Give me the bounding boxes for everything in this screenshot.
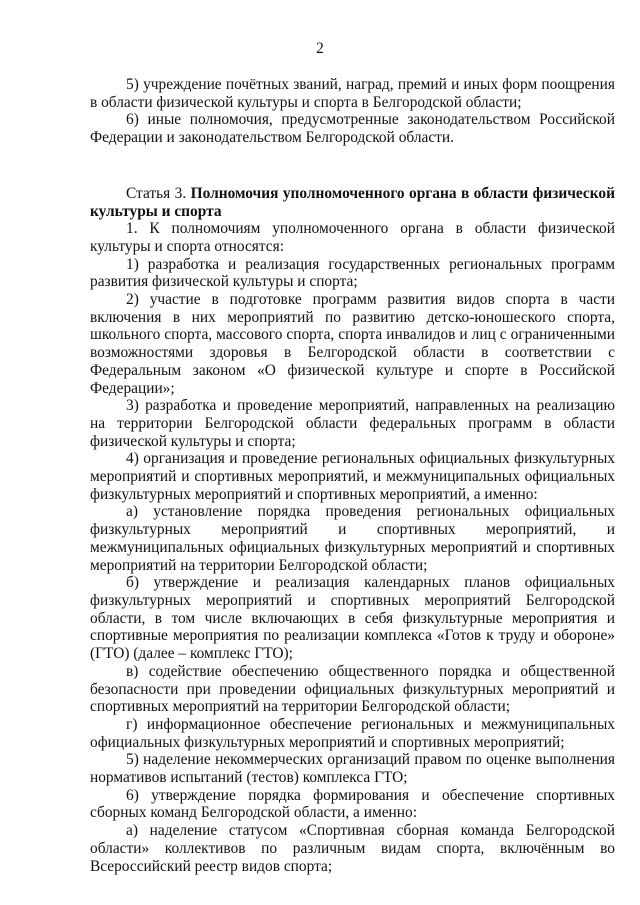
paragraph-item-2: 2) участие в подготовке программ развития видов спорта в части включения в них мероприятий по развитию детско-юношеского спорта, школьного спорта, массового спорта, спорта инвалидов и лиц с ограниченными возможностями здоровья в Белгородской области в соответствии с Федеральным законом «О физической культуре и спорте в Российской Федерации»;	[90, 291, 615, 397]
spacer	[90, 166, 615, 185]
spacer	[90, 147, 615, 166]
article-prefix: Статья 3.	[126, 184, 187, 202]
article-title: Полномочия уполномоченного органа в области физической культуры и спорта	[90, 184, 615, 220]
page-number: 2	[316, 40, 324, 57]
paragraph-sub-a: а) установление порядка проведения региональных официальных физкультурных мероприятий и спортивных мероприятий, и межмуниципальных официальных физкультурных мероприятий и спортивных мероприятий на территории Белгородской области;	[90, 503, 615, 574]
paragraph-sub-a2: а) наделение статусом «Спортивная сборная команда Белгородской области» коллективов по различным видам спорта, включённым во Всероссийский реестр видов спорта;	[90, 822, 615, 875]
paragraph-item-4: 4) организация и проведение региональных официальных физкультурных мероприятий и спортивных мероприятий, и межмуниципальных официальных физкультурных мероприятий и спортивных мероприятий, а именно:	[90, 450, 615, 503]
paragraph-sub-b: б) утверждение и реализация календарных планов официальных физкультурных мероприятий и спортивных мероприятий Белгородской области, в том числе включающих в себя физкультурные мероприятия и спортивные мероприятия по реализации комплекса «Готов к труду и обороне» (ГТО) (далее – комплекс ГТО);	[90, 574, 615, 663]
document-body	[90, 76, 615, 875]
article-heading	[90, 185, 615, 220]
paragraph-sub-g: г) информационное обеспечение региональных и межмуниципальных официальных физкультурных мероприятий и спортивных мероприятий;	[90, 715, 615, 751]
paragraph-item-1: 1) разработка и реализация государственных региональных программ развития физической культуры и спорта;	[90, 255, 615, 291]
paragraph-sub-v: в) содействие обеспечению общественного порядка и общественной безопасности при проведении официальных физкультурных мероприятий и спортивных мероприятий на территории Белгородской области;	[90, 662, 615, 716]
paragraph-item-5: 5) учреждение почётных званий, наград, премий и иных форм поощрения в области физической культуры и спорта в Белгородской области;	[90, 76, 615, 111]
paragraph-1: 1. К полномочиям уполномоченного органа в области физической культуры и спорта относятся:	[90, 220, 615, 255]
paragraph-item-5b: 5) наделение некоммерческих организаций правом по оценке выполнения нормативов испытаний (тестов) комплекса ГТО;	[90, 751, 615, 787]
paragraph-item-3: 3) разработка и проведение мероприятий, направленных на реализацию на территории Белгородской области федеральных программ в области физической культуры и спорта;	[90, 397, 615, 450]
paragraph-item-6b: 6) утверждение порядка формирования и обеспечение спортивных сборных команд Белгородской области, а именно:	[90, 786, 615, 822]
paragraph-item-6: 6) иные полномочия, предусмотренные законодательством Российской Федерации и законодательством Белгородской области.	[90, 111, 615, 147]
